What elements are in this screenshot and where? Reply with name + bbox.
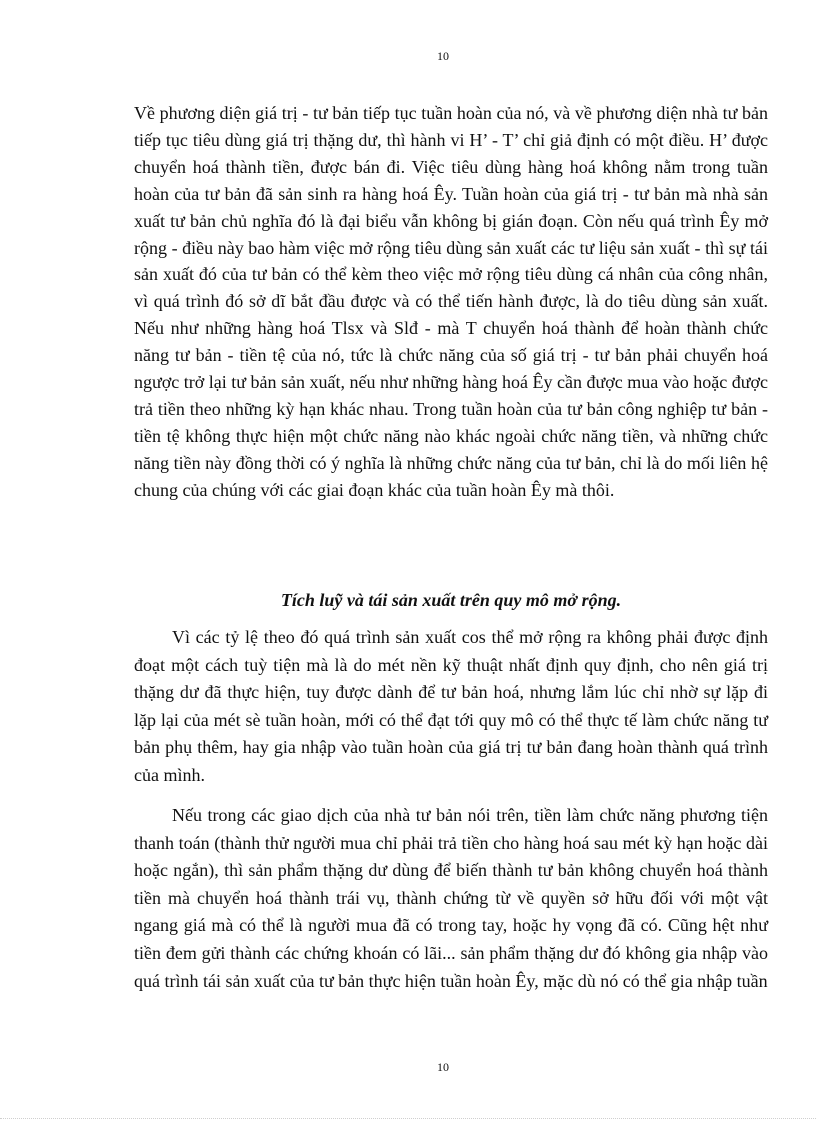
body-paragraph: Nếu trong các giao dịch của nhà tư bản nói trên, tiền làm chức năng phương tiện thanh toán (thành thử người mua chỉ phải trả tiền cho hàng hoá sau mét kỳ hạn hoặc dài hoặc ngắn), thì sản phẩm thặng dư dùng để biến thành tư bản không chuyển hoá thành tiền mà chuyển hoá thành trái vụ, thành chứng từ về quyền sở hữu đối với một vật ngang giá mà có thể là người mua đã có trong tay, hoặc hy vọng đã có. Cũng hệt như tiền đem gửi thành các chứng khoán có lãi... sản phẩm thặng dư đó không gia nhập vào quá trình tái sản xuất của tư bản thực hiện tuần hoàn Êy, mặc dù nó có thể gia nhập tuần: [134, 805, 768, 991]
body-paragraph: Về phương diện giá trị - tư bản tiếp tục tuần hoàn của nó, và về phương diện nhà tư bản tiếp tục tiêu dùng giá trị thặng dư, thì hành vi H’ - T’ chỉ giả định có một điều. H’ được chuyển hoá thành tiền, được bán đi. Việc tiêu dùng hàng hoá không nằm trong tuần hoàn của tư bản đã sản sinh ra hàng hoá Êy. Tuần hoàn của giá trị - tư bản mà nhà sản xuất tư bản chủ nghĩa đó là đại biểu vẫn không bị gián đoạn. Còn nếu quá trình Êy mở rộng - điều này bao hàm việc mở rộng tiêu dùng sản xuất các tư liệu sản xuất - thì sự tái sản xuất đó của tư bản có thể kèm theo việc mở rộng tiêu dùng cá nhân của công nhân, vì quá trình đó sở dĩ bắt đầu được và có thể tiến hành được, là do tiêu dùng sản xuất. Nếu như những hàng hoá Tlsx và Slđ - mà T chuyển hoá thành để hoàn thành chức năng tư bản - tiền tệ của nó, tức là chức năng của số giá trị - tư bản phải chuyển hoá ngược trở lại tư bản sản xuất, nếu như những hàng hoá Êy cần được mua vào hoặc được trả tiền theo những kỳ hạn khác nhau. Trong tuần hoàn của tư bản công nghiệp tư bản - tiền tệ không thực hiện một chức năng nào khác ngoài chức năng tiền, và những chức năng tiền này đồng thời có ý nghĩa là những chức năng của tư bản, chỉ là do mối liên hệ chung của chúng với các giai đoạn khác của tuần hoàn Êy mà thôi.: [134, 103, 768, 500]
body-paragraph: Vì các tỷ lệ theo đó quá trình sản xuất cos thể mở rộng ra không phải được định đoạt một cách tuỳ tiện mà là do mét nền kỹ thuật nhất định quy định, cho nên giá trị thặng dư đã thực hiện, tuy được dành để tư bản hoá, nhưng lắm lúc chỉ nhờ sự lặp đi lặp lại của mét sè tuần hoàn, mới có thể đạt tới quy mô có thể thực tế làm chức năng tư bản phụ thêm, hay gia nhập vào tuần hoàn của giá trị tư bản đang hoàn thành quá trình của mình.: [134, 627, 768, 785]
section-heading: Tích luỹ và tái sản xuất trên quy mô mở rộng.: [280, 590, 622, 610]
page-divider: [0, 1118, 816, 1119]
page-number-bottom: 10: [437, 1060, 449, 1074]
page-number-top: 10: [437, 49, 449, 63]
